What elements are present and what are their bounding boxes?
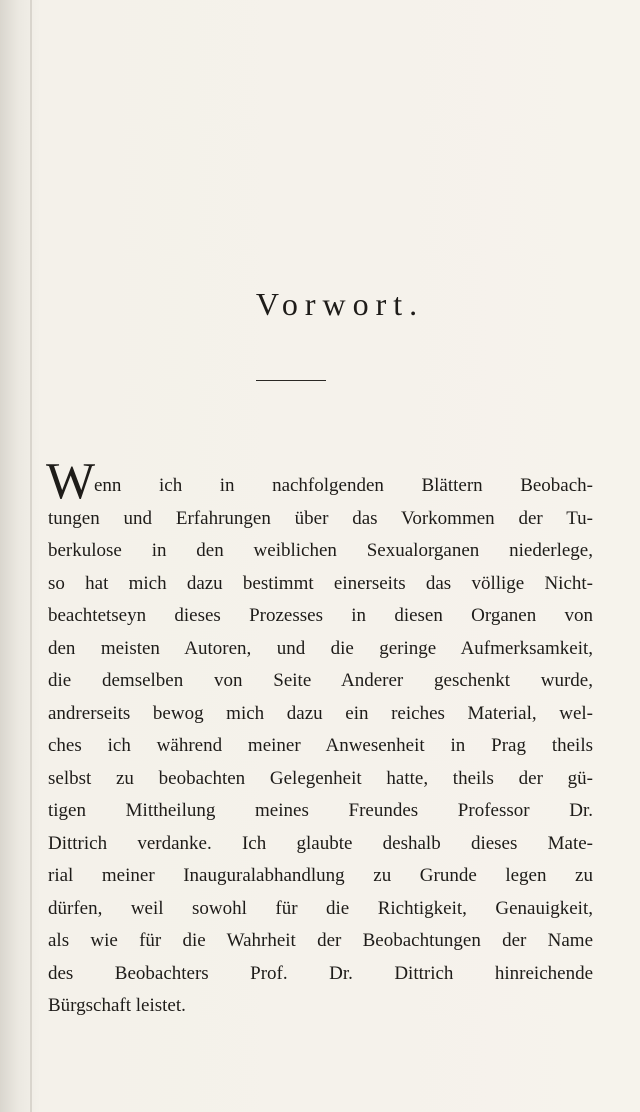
text-line: den meisten Autoren, und die geringe Aufmerksamkeit,: [48, 637, 593, 659]
text-line: enn ich in nachfolgenden Blättern Beobach-: [94, 475, 593, 496]
text-line: tigen Mittheilung meines Freundes Professor Dr.: [48, 800, 593, 821]
preface-paragraph: [46, 453, 593, 1023]
text-line: Bürgschaft leistet.: [48, 995, 186, 1016]
page-gutter: [30, 0, 32, 1112]
text-line: berkulose in den weiblichen Sexualorganen niederlege,: [48, 540, 593, 561]
text-line: so hat mich dazu bestimmt einerseits das völlige Nicht-: [48, 572, 593, 594]
text-line: die demselben von Seite Anderer geschenkt wurde,: [48, 670, 593, 691]
text-line: selbst zu beobachten Gelegenheit hatte, theils der gü-: [48, 767, 593, 789]
text-line: ches ich während meiner Anwesenheit in Prag theils: [48, 735, 593, 756]
text-line: beachtetseyn dieses Prozesses in diesen Organen von: [48, 605, 593, 626]
text-line: Dittrich verdanke. Ich glaubte deshalb dieses Mate-: [48, 832, 593, 854]
drop-cap: W: [46, 453, 96, 510]
page-title: Vorwort.: [255, 286, 425, 322]
title-divider: [256, 380, 326, 381]
text-line: dürfen, weil sowohl für die Richtigkeit, Genauigkeit,: [48, 897, 593, 919]
text-line: rial meiner Inauguralabhandlung zu Grunde legen zu: [48, 865, 593, 886]
text-line: andrerseits bewog mich dazu ein reiches Material, wel-: [48, 702, 593, 724]
text-line: als wie für die Wahrheit der Beobachtungen der Name: [48, 930, 593, 951]
text-line: des Beobachters Prof. Dr. Dittrich hinreichende: [48, 962, 593, 984]
text-line: tungen und Erfahrungen über das Vorkommen der Tu-: [48, 507, 593, 529]
